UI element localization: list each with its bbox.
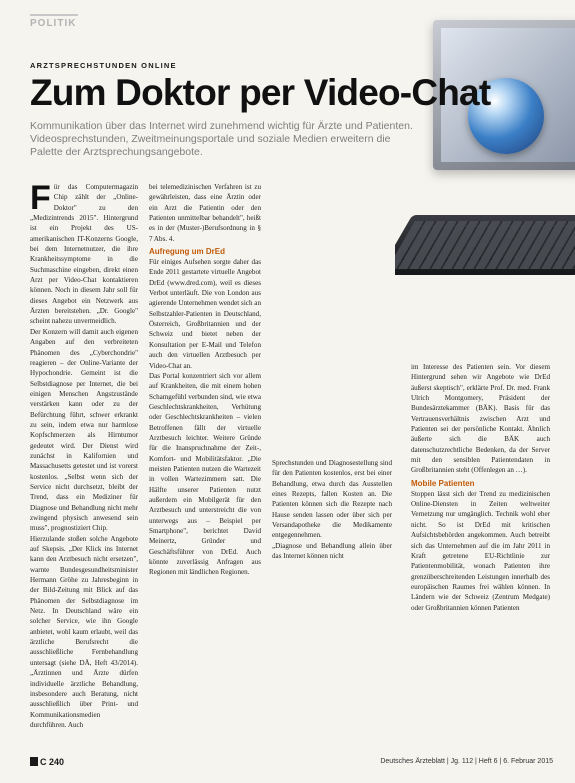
page-number: C 240 [30,757,64,767]
paragraph: Für das Computermagazin Chip zählt der „Online-Doktor" zu den „Medizintrends 2015". Hintergrund ist ein Projekt des US-amerikanischen IT-Konzerns Google, bei dem Internetnutzer, die ihre Krankheitssymptome in die Suchmaschine eingeben, direkt einen Arzt per Video-Chat kontaktieren können. Noch in diesem Jahr soll für dieses Angebot ein Netzwerk aus Ärzten bereitstehen. „Dr. Google" scheint nahezu unvermeidlich. [30,179,138,326]
article-column-2 [149,182,261,578]
paragraph: bei telemedizinischen Verfahren ist zu gewährleisten, dass eine Ärztin oder ein Arzt die Patientin oder den Patienten unmittelbar behandelt", heißt es in der (Muster-)Berufsordnung in § 7 Abs. 4. [149,183,261,243]
dropcap: F [30,179,51,217]
article-column-1 [30,179,138,730]
paragraph: Der Konzern will damit auch eigenen Angaben auf den verbreiteten Phänomen des „Cyberchondrie" reagieren – der Online-Variante der Hypochondrie. Gemeint ist die Selbstdiagnose per Internet, die bei einigen Menschen Angstzustände verstärken kann oder zu der Befürchtung führt, schwer erkrankt zu sein, indem etwa nur harmlose Kopfschmerzen als Hirntumor gedeutet wird. Der Dienst wird zunächst in Kalifornien und Massachusetts getestet und ist vorerst kostenlos. „Selbst wenn sich der Service nicht durchsetzt, bleibt der Trend, dass ein Mediziner für Diagnose und Behandlung nicht mehr zwingend physisch anwesend sein muss", prognostiziert Chip. [30,327,138,533]
paragraph: Das Portal konzentriert sich vor allem auf Krankheiten, die mit einem hohen Schamgefühl verbunden sind, wie etwa Geschlechtskrankheiten, Verhütung oder Geschlechtskrankheiten – vielen Betroffenen fällt der virtuelle Arztbesuch leichter. Weitere Gründe für die Inanspruchnahme der Zeit-, Komfort- und Mobilitätsfaktor. „Die meisten Patienten nutzen die Wartezeit in vollen Wartezimmern satt. Die Hälfte unserer Patienten nutzt außerdem ein Mobilgerät für den Arztbesuch und unterstreicht die von unterwegs aus – Beispiel per Smartphone", berichtet David Meinertz, Gründer und Geschäftsführer von DrEd. Auch könnte zuverlässig Anfragen aus Regionen mit ländlichen Regionen. [149,371,261,577]
article-column-3 [272,458,392,561]
subheading: Mobile Patienten [411,478,475,488]
paragraph: Stoppen lässt sich der Trend zu medizinischen Online-Diensten in Zeiten weltweiter Vernetzung nur umgänglich. Technik wohl eher nicht. So ist DrEd mit kritischen Aufsichtsbehörden angekommen. Auch betreibt sich das Unternehmen auf die im Jahr 2011 in Kraft getretene EU-Richtlinie zur Patientenmobilität, wonach Patienten ihre grenzüberschreitenden Leistungen innerhalb des europäischen Raumes frei wählen können. In Ländern wie der Schweiz (Zentrum Medgate) oder Großbritannien können Patienten [411,489,550,612]
article-illustration [395,0,575,355]
section-label: POLITIK [30,14,78,29]
paragraph: Hierzulande stoßen solche Angebote auf Skepsis. „Der Klick ins Internet kann den Arztbesuch nicht ersetzen", warnte Bundesgesundheitsminister Hermann Gröhe zu Jahresbeginn in der Bild-Zeitung mit Blick auf das Phänomen der Selbstdiagnose im Netz. In Deutschland wäre ein solcher Service, wie ihn Google anbietet, wohl kaum erlaubt, weil das ärztliche Berufsrecht die ausschließliche Fernbehandlung untersagt (siehe DÄ, Heft 43/2014). „Ärztinnen und Ärzte dürfen individuelle ärztliche Behandlung, insbesondere auch Beratung, nicht ausschließlich über Print- und Kommunikationsmedien durchführen. Auch [30,534,138,729]
article-kicker: ARZTSPRECHSTUNDEN ONLINE [30,61,177,70]
paragraph: im Interesse des Patienten sein. Vor diesem Hintergrund sehen wir Angebote wie DrEd äußerst skeptisch", erklärte Prof. Dr. med. Frank Ulrich Montgomery, Präsident der Bundesärztekammer (BÄK). Basis für das Vertrauensverhältnis zwischen Arzt und Patienten sei der persönliche Kontakt. Ähnlich äußerte sich die BÄK auch datenschutzrechtliche Bedenken, da der Server mit den sensiblen Patientendaten in Großbritannien steht (Offenlegen an …). [411,363,550,475]
article-headline: Zum Doktor per Video-Chat [30,72,491,113]
paragraph: Sprechstunden und Diagnosestellung sind für den Patienten kostenlos, erst bei einer Behandlung, etwa durch das Ausstellen eines Rezepts, fallen Kosten an. Die Patienten können sich die Rezepte nach Hause senden lassen oder über sich per Versandapotheke die Medikamente entgegennehmen. [272,459,392,540]
article-lede: Kommunikation über das Internet wird zunehmend wichtig für Ärzte und Patienten. Videosprechstunden, Zweitmeinungsportale und soziale Medien erweitern die Palette der Arztsprechungsangebote. [30,120,413,158]
paragraph: Für einiges Aufsehen sorgte daher das Ende 2011 gestartete virtuelle Angebot DrEd (www.dred.com), weil es dieses Verbot unterläuft. Die von London aus agierende Unternehmen wendet sich an Selbstzahler-Patienten in Deutschland, Österreich, Großbritannien und der Schweiz und bietet neben der Konsultation per E-Mail und Telefon auch den virtuellen Arztbesuch per Video-Chat an. [149,258,261,370]
subheading: Aufregung um DrEd [149,247,225,257]
article-column-4 [411,362,550,613]
keyboard-image [395,215,575,275]
journal-source: Deutsches Ärzteblatt | Jg. 112 | Heft 6 | 6. Februar 2015 [380,758,553,765]
paragraph: „Diagnose und Behandlung allein über das Internet können nicht [272,541,392,561]
